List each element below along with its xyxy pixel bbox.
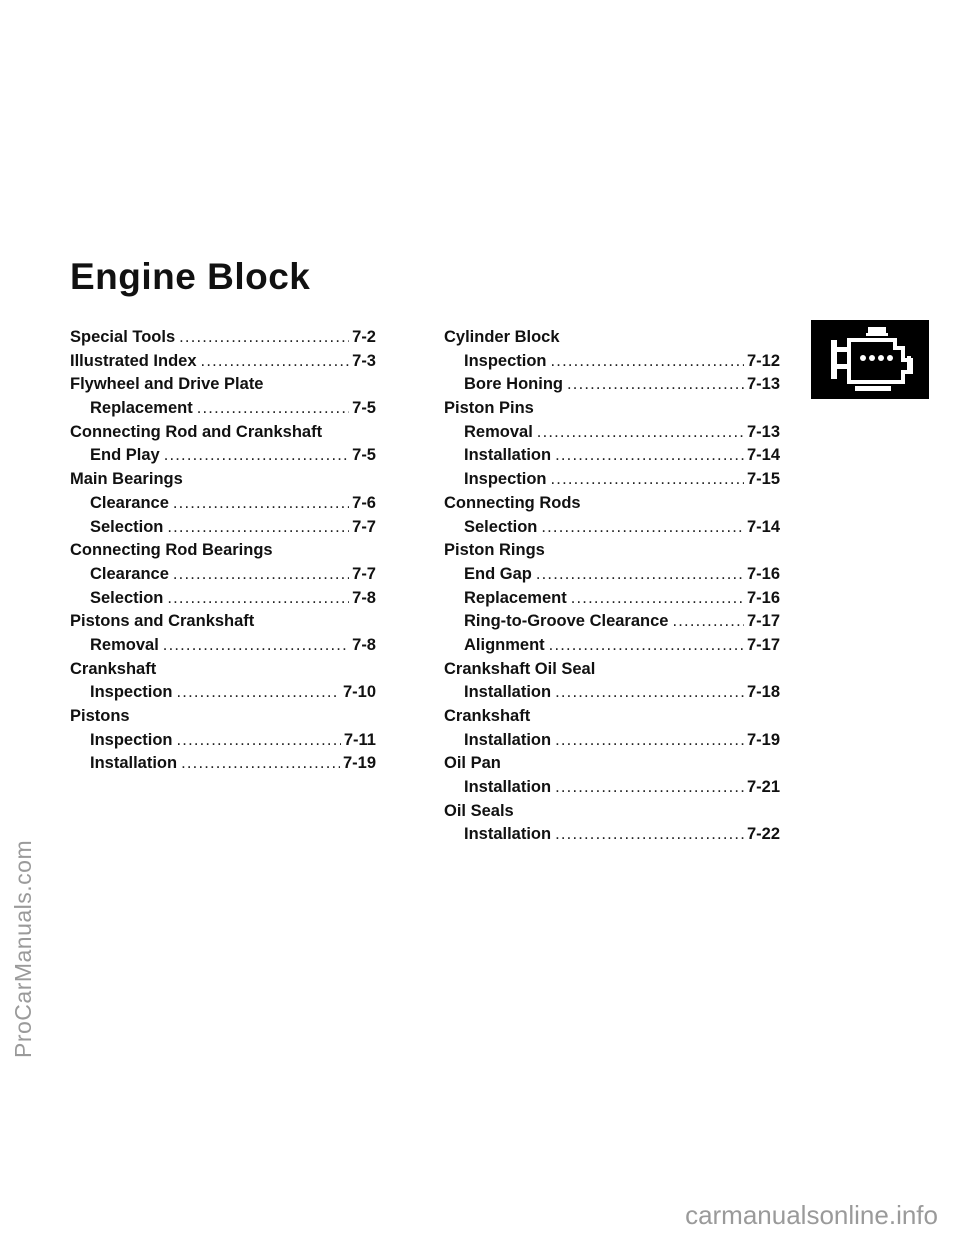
toc-entry [444, 776, 780, 800]
toc-page-number: 7-11 [343, 730, 376, 749]
toc-entry-label: Inspection [90, 683, 173, 702]
toc-entry [444, 634, 780, 658]
toc-entry-label: Replacement [464, 588, 567, 607]
toc-heading [70, 468, 376, 492]
toc-entry [70, 563, 376, 587]
toc-entry-label: Flywheel and Drive Plate [70, 375, 264, 394]
toc-heading [70, 610, 376, 634]
toc-entry-label: Installation [464, 730, 552, 749]
toc-page-number: 7-8 [352, 635, 376, 654]
toc-heading [444, 539, 780, 563]
toc-heading [70, 373, 376, 397]
toc-heading [70, 539, 376, 563]
toc-heading [444, 752, 780, 776]
toc-heading [444, 800, 780, 824]
toc-entry-label: Alignment [464, 635, 545, 654]
toc-page-number: 7-6 [352, 493, 376, 512]
toc-entry-label: Illustrated Index [70, 351, 197, 370]
toc-heading [444, 492, 780, 516]
toc-heading [444, 326, 780, 350]
toc-entry-label: Removal [464, 422, 533, 441]
toc-entry-label: Special Tools [70, 328, 176, 346]
dot-leader [197, 397, 349, 421]
dot-leader [555, 681, 744, 705]
toc-entry-label: Installation [464, 778, 552, 797]
toc-page-number: 7-17 [746, 612, 780, 631]
toc-entry [444, 468, 780, 492]
toc-left-column [70, 326, 376, 776]
toc-page-number: 7-7 [352, 517, 376, 536]
toc-page-number: 7-19 [342, 754, 376, 773]
toc-entry-label: Clearance [90, 493, 169, 512]
toc-heading [70, 350, 376, 374]
dot-leader [541, 516, 744, 540]
dot-leader [537, 421, 744, 445]
dot-leader [551, 350, 744, 374]
dot-leader [167, 516, 349, 540]
dot-leader [551, 468, 744, 492]
toc-page-number: 7-8 [352, 588, 376, 607]
toc-heading [70, 658, 376, 682]
toc-entry-label: Connecting Rod and Crankshaft [70, 422, 323, 441]
dot-leader [177, 729, 341, 753]
toc-entry-label: End Gap [464, 564, 532, 583]
toc-entry [70, 752, 376, 776]
toc-entry-label: Removal [90, 635, 159, 654]
toc-entry-label: Crankshaft [70, 659, 157, 678]
toc-page-number: 7-7 [352, 564, 376, 583]
toc-entry-label: Main Bearings [70, 470, 183, 489]
toc-heading [444, 705, 780, 729]
toc-entry [444, 681, 780, 705]
toc-entry [444, 516, 780, 540]
toc-entry [444, 444, 780, 468]
toc-heading [70, 421, 376, 445]
toc-entry-label: Cylinder Block [444, 328, 560, 346]
toc-entry-label: Inspection [464, 351, 547, 370]
toc-entry-label: Pistons and Crankshaft [70, 612, 255, 631]
toc-heading [70, 326, 376, 350]
dot-leader [173, 492, 349, 516]
toc-page-number: 7-22 [746, 825, 780, 844]
toc-entry [444, 610, 780, 634]
engine-icon [811, 320, 929, 399]
toc-entry [70, 587, 376, 611]
toc-entry [444, 421, 780, 445]
toc-entry-label: Connecting Rod Bearings [70, 541, 273, 560]
dot-leader [549, 634, 744, 658]
toc-entry-label: Inspection [90, 730, 173, 749]
toc-entry [444, 373, 780, 397]
toc-entry-label: Bore Honing [464, 375, 563, 394]
dot-leader [536, 563, 744, 587]
toc-entry [70, 681, 376, 705]
dot-leader [164, 444, 349, 468]
toc-entry-label: Piston Pins [444, 399, 534, 418]
toc-heading [444, 658, 780, 682]
dot-leader [555, 729, 744, 753]
toc-right-column [444, 326, 780, 847]
dot-leader [173, 563, 349, 587]
dot-leader [567, 373, 744, 397]
side-watermark: ProCarManuals.com [10, 839, 36, 1058]
toc-entry [444, 823, 780, 847]
toc-entry-label: Crankshaft [444, 707, 531, 725]
toc-page-number: 7-10 [342, 683, 376, 702]
toc-page-number: 7-18 [746, 683, 780, 702]
toc-entry [444, 587, 780, 611]
dot-leader [672, 610, 744, 634]
toc-entry-label: Installation [464, 825, 552, 844]
toc-entry [70, 516, 376, 540]
toc-entry-label: Installation [464, 446, 552, 465]
toc-page-number: 7-13 [746, 375, 780, 394]
toc-page-number: 7-14 [746, 517, 780, 536]
toc-entry-label: Inspection [464, 470, 547, 489]
toc-entry [444, 729, 780, 753]
page-title: Engine Block [70, 256, 311, 297]
toc-page-number: 7-5 [352, 399, 376, 418]
bottom-watermark: carmanualsonline.info [685, 1200, 938, 1230]
toc-entry-label: Oil Seals [444, 801, 514, 820]
toc-page-number: 7-3 [352, 351, 376, 370]
toc-entry-label: Oil Pan [444, 754, 501, 773]
toc-heading [444, 397, 780, 421]
toc-page-number: 7-21 [746, 778, 780, 797]
engine-icon-graphic [811, 320, 929, 399]
toc-entry [70, 634, 376, 658]
toc-entry-label: Selection [90, 517, 164, 536]
toc-entry [444, 563, 780, 587]
dot-leader [167, 587, 349, 611]
toc-page-number: 7-17 [746, 635, 780, 654]
toc-page-number: 7-12 [746, 351, 780, 370]
dot-leader [555, 823, 744, 847]
toc-page-number: 7-15 [746, 470, 780, 489]
toc-page-number: 7-13 [746, 422, 780, 441]
dot-leader [555, 444, 744, 468]
toc-entry-label: Selection [464, 517, 538, 536]
toc-entry [70, 397, 376, 421]
toc-entry-label: Replacement [90, 399, 193, 418]
toc-entry [444, 350, 780, 374]
dot-leader [181, 752, 340, 776]
dot-leader [555, 776, 744, 800]
dot-leader [177, 681, 340, 705]
dot-leader [571, 587, 744, 611]
toc-page-number: 7-16 [746, 588, 780, 607]
dot-leader [163, 634, 349, 658]
toc-entry-label: Clearance [90, 564, 169, 583]
toc-entry-label: Ring-to-Groove Clearance [464, 612, 669, 631]
toc-page-number: 7-16 [746, 564, 780, 583]
toc-entry-label: Installation [90, 754, 178, 773]
toc-page-number: 7-5 [352, 446, 376, 465]
toc-entry-label: End Play [90, 446, 160, 465]
toc-page-number: 7-14 [746, 446, 780, 465]
toc-entry [70, 444, 376, 468]
toc-entry-label: Installation [464, 683, 552, 702]
toc-page-number: 7-19 [746, 730, 780, 749]
toc-entry-label: Piston Rings [444, 541, 545, 560]
toc-entry-label: Crankshaft Oil Seal [444, 659, 596, 678]
toc-entry [70, 729, 376, 753]
toc-page-number: 7-2 [352, 328, 376, 346]
toc-heading [70, 705, 376, 729]
toc-entry-label: Connecting Rods [444, 493, 581, 512]
toc-entry-label: Pistons [70, 707, 130, 725]
dot-leader [201, 350, 350, 374]
toc-entry [70, 492, 376, 516]
dot-leader [179, 326, 349, 350]
toc-entry-label: Selection [90, 588, 164, 607]
